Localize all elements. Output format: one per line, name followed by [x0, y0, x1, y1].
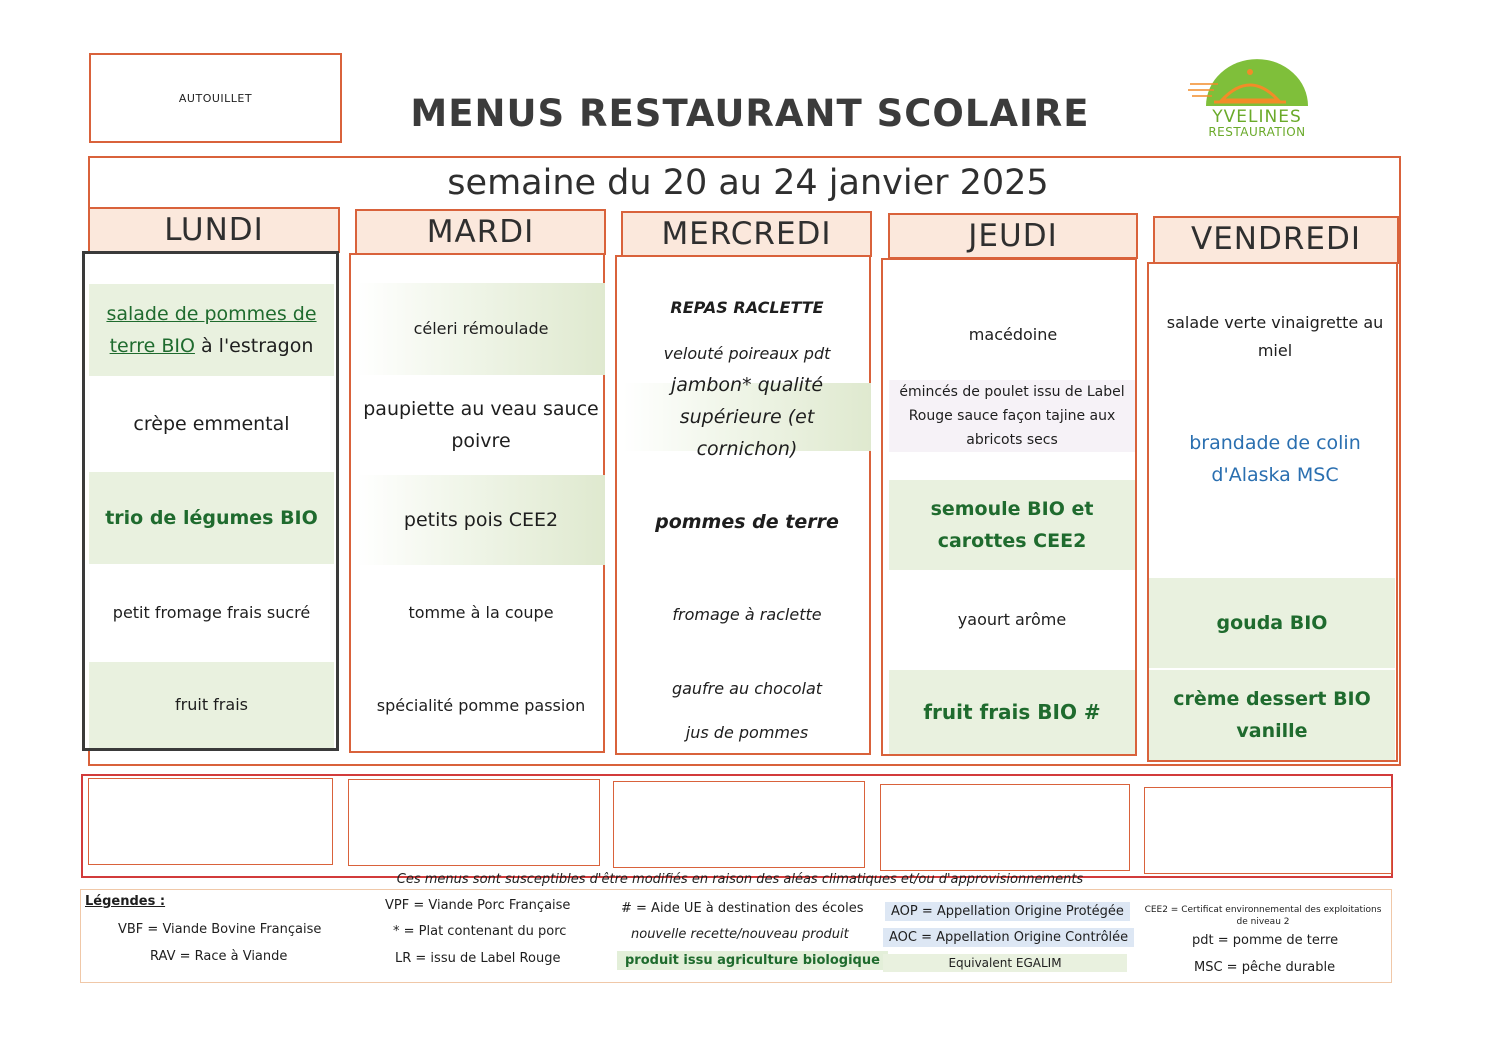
extra-cell-jeudi [880, 784, 1130, 871]
lundi-fromage: petit fromage frais sucré [112, 603, 311, 622]
legend-aoc: AOC = Appellation Origine Contrôlée [883, 928, 1134, 947]
vendredi-entree: salade verte vinaigrette au miel [1166, 313, 1384, 360]
school-name-box [89, 53, 342, 143]
mercredi-boisson: jus de pommes [685, 723, 809, 742]
legend-aop: AOP = Appellation Origine Protégée [885, 902, 1130, 921]
mercredi-fromage: fromage à raclette [672, 605, 822, 624]
day-column-mardi [349, 253, 605, 753]
lundi-dessert: fruit frais [89, 662, 334, 748]
mercredi-entree: velouté poireaux pdt [663, 344, 831, 363]
jeudi-accompagnement-text: semoule BIO et carottes CEE2 [930, 498, 1094, 552]
mardi-plat: paupiette au veau sauce poivre [363, 398, 599, 452]
jeudi-accompagnement [889, 480, 1135, 570]
mardi-accompagnement: petits pois CEE2 [357, 475, 605, 565]
legend-egalim: Equivalent EGALIM [883, 954, 1127, 972]
jeudi-dessert: fruit frais BIO # [889, 670, 1135, 754]
vendredi-dessert: crème dessert BIO vanille [1149, 670, 1395, 760]
jeudi-fromage: yaourt arôme [957, 610, 1067, 629]
legend-heading: Légendes : [85, 894, 166, 909]
lundi-entree-part2: terre BIO [109, 335, 195, 357]
logo-line-1: YVELINES [1212, 107, 1302, 127]
day-column-jeudi [881, 258, 1137, 756]
day-column-lundi [82, 251, 339, 751]
legend-bio: produit issu agriculture biologique [617, 951, 888, 970]
day-header-mardi: MARDI [355, 209, 606, 255]
legend-cee2: CEE2 = Certificat environnemental des exploitations de niveau 2 [1144, 905, 1382, 927]
vendredi-fromage: gouda BIO [1149, 578, 1395, 668]
mardi-dessert: spécialité pomme passion [376, 696, 586, 715]
legend-aide-ue: # = Aide UE à destination des écoles [621, 901, 864, 916]
lundi-entree-part3: à l'estragon [194, 335, 314, 357]
legend-msc: MSC = pêche durable [1194, 960, 1336, 975]
legend-lr: LR = issu de Label Rouge [395, 951, 561, 966]
lundi-accompagnement: trio de légumes BIO [89, 472, 334, 564]
day-header-vendredi: VENDREDI [1153, 216, 1399, 264]
mardi-entree: céleri rémoulade [357, 283, 605, 375]
jeudi-plat: émincés de poulet issu de Label Rouge sauce façon tajine aux abricots secs [889, 380, 1135, 452]
mercredi-theme: REPAS RACLETTE [670, 298, 824, 317]
disclaimer: Ces menus sont susceptibles d'être modifiés en raison des aléas climatiques et/ou d'approvisionnements [396, 872, 1084, 887]
mardi-fromage: tomme à la coupe [408, 603, 554, 622]
legend-nouveau: nouvelle recette/nouveau produit [631, 927, 849, 942]
vendredi-plat: brandade de colin d'Alaska MSC [1189, 432, 1361, 486]
mercredi-plat: jambon* qualité supérieure (et cornichon) [623, 383, 871, 451]
day-header-lundi: LUNDI [88, 207, 340, 253]
legend-porc: * = Plat contenant du porc [393, 924, 567, 939]
lundi-plat: crèpe emmental [133, 413, 290, 435]
extra-cell-lundi [88, 778, 333, 865]
legend-box [80, 889, 1392, 983]
day-header-jeudi: JEUDI [888, 213, 1138, 259]
legend-rav: RAV = Race à Viande [150, 949, 288, 964]
day-header-mercredi: MERCREDI [621, 211, 872, 257]
lundi-entree [89, 284, 334, 376]
school-name: AUTOUILLET [178, 91, 253, 105]
mercredi-accompagnement: pommes de terre [655, 511, 839, 533]
extra-cell-mardi [348, 779, 600, 866]
day-column-mercredi [615, 255, 871, 755]
lundi-entree-part1: salade de pommes de [106, 303, 317, 325]
mercredi-dessert: gaufre au chocolat [671, 679, 823, 698]
logo-text [1192, 107, 1322, 140]
week-title: semaine du 20 au 24 janvier 2025 [447, 163, 1049, 203]
extra-cell-mercredi [613, 781, 865, 868]
day-column-vendredi [1147, 262, 1398, 762]
page-title: MENUS RESTAURANT SCOLAIRE [410, 92, 1090, 135]
legend-pdt: pdt = pomme de terre [1192, 933, 1339, 948]
logo-line-2: RESTAURATION [1208, 125, 1306, 139]
legend-vbf: VBF = Viande Bovine Française [118, 922, 322, 937]
jeudi-entree: macédoine [968, 325, 1058, 344]
legend-vpf: VPF = Viande Porc Française [385, 898, 571, 913]
extra-cell-vendredi [1144, 787, 1392, 874]
